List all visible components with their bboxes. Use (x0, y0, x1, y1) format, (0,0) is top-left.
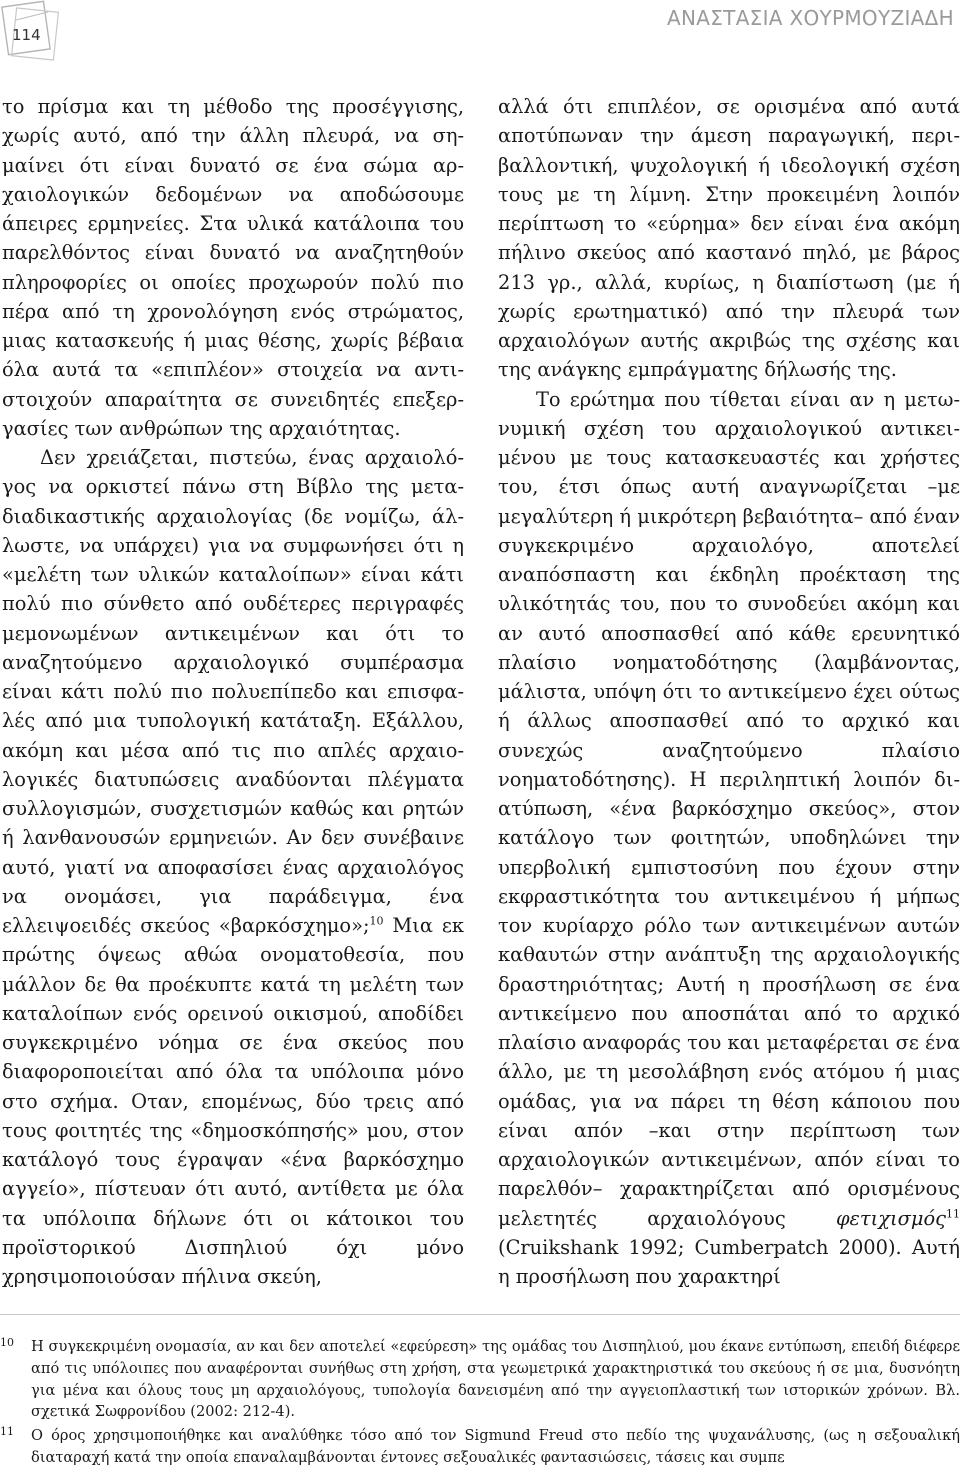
footnote-text-10: Η συγκεκριμένη ονομασία, αν και δεν αποτελεί «εφεύρεση» της ομάδας του Δισπηλιού, μου έκανε εντύπωση, επειδή διέφερε από τις υπόλοιπες που αναφέρονται συνήθως στη χρήση, στα γεωμετρικά χαρακτηριστικά του σκεύους ή σε μια, δυσνόητη για μένα και όλους τους μη αρχαιολόγους, τυπολογία δανεισμένη από την αγγειοπλαστική των ιστορικών χρόνων. Βλ. σχετικά Σωφρονίδου (2002: 212-4). (31, 1338, 960, 1421)
italic-term-fetishism: φετιχισμός (835, 1206, 946, 1230)
left-paragraph-1: το πρίσμα και τη μέθοδο της προσέγγισης, χωρίς αυτό, από την άλλη πλευρά, να σημαίνει ότι είναι δυνατό σε ένα σώμα αρχαιολογικών δεδομένων να αποδώσουμε άπειρες ερμηνείες. Στα υλικά κατάλοιπα του παρελθόντος είναι δυνατό να αναζητηθούν πληροφορίες οι οποίες προχωρούν πολύ πιο πέρα από τη χρονολόγηση ενός στρώματος, μιας κατασκευής ή μιας θέσης, χωρίς βέβαια όλα αυτά τα «επιπλέον» στοιχεία να αντιστοιχούν απαραίτητα σε συνειδητές επεξεργασίες των ανθρώπων της αρχαιότητας. (2, 95, 464, 440)
footnote-mark-11: 11 (0, 1425, 14, 1439)
page-number: 114 (12, 26, 41, 44)
footnote-ref-11[interactable]: 11 (946, 1207, 960, 1221)
left-paragraph-2 (2, 443, 464, 1291)
right-paragraph-2-text: Το ερώτημα που τίθεται είναι αν η μετωνυμική σχέση του αρχαιολογικού αντικειμένου με τους κατασκευαστές και χρήστες του, έτσι όπως αυτή αναγνωρίζεται –με μεγαλύτερη ή μικρότερη βεβαιότητα– από έναν συγκεκριμένο αρχαιολόγο, αποτελεί αναπόσπαστη και έκδηλη προέκταση της υλικότητάς του, που το συνοδεύει ακόμη και αν αυτό αποσπασθεί από κάθε ερευνητικό πλαίσιο νοηματοδότησης (λαμβάνοντας, μάλιστα, υπόψη ότι το αντικείμενο έχει ούτως ή άλλως αποσπασθεί από το αρχικό και συνεχώς αναζητούμενο πλαίσιο νοηματοδότησης). Η περιληπτική λοιπόν διατύπωση, «ένα βαρκόσχημο σκεύος», στον κατάλογο των φοιτητών, υποδηλώνει την υπερβολική εμπιστοσύνη που έχουν στην εκφραστικότητα του αντικειμένου ή μήπως τον κυρίαρχο ρόλο των αντικειμένων αυτών καθαυτών στην ανάπτυξη της αρχαιολογικής δραστηριότητας; Αυτή η προσήλωση σε ένα αντικείμενο που αποσπάται από το αρχικό πλαίσιο αναφοράς του και μεταφέρεται σε ένα άλλο, με τη μεσολάβηση ενός ατόμου ή μιας ομάδας, για να πάρει τη θέση κάποιου που είναι απόν –και στην περίπτωση των αρχαιολογικών αντικειμένων, απόν είναι το παρελθόν– χαρακτηρίζεται από ορισμένους μελετητές αρχαιολόγους (498, 387, 960, 1230)
footnote-divider (0, 1314, 960, 1315)
footnote-11 (0, 1425, 960, 1469)
right-paragraph-2-continued: (Cruikshank 1992; Cumberpatch 2000). Αυτή η προσήλωση που χαρακτηρί (498, 1235, 960, 1288)
left-paragraph-2-text: Δεν χρειάζεται, πιστεύω, ένας αρχαιολόγος να ορκιστεί πάνω στη Βίβλο της μεταδιαδικαστικής αρχαιολογίας (δε νομίζω, άλλωστε, να υπάρχει) για να συμφωνήσει ότι η «μελέτη των υλικών καταλοίπων» είναι κάτι πολύ πιο σύνθετο από ουδέτερες περιγραφές μεμονωμένων αντικειμένων και ότι το αναζητούμενο αρχαιολογικό συμπέρασμα είναι κάτι πολύ πιο πολυεπίπεδο και επισφαλές από μια τυπολογική κατάταξη. Εξάλλου, ακόμη και μέσα από τις πιο απλές αρχαιολογικές διατυπώσεις αναδύονται πλέγματα συλλογισμών, συσχετισμών καθώς και ρητών ή λανθανουσών ερμηνειών. Αν δεν συνέβαινε αυτό, γιατί να αποφασίσει ένας αρχαιολόγος να ονομάσει, για παράδειγμα, ένα ελλειψοειδές σκεύος «βαρκόσχημο»; (2, 446, 464, 937)
footnote-10 (0, 1336, 960, 1423)
right-paragraph-2 (498, 385, 960, 1292)
footnote-mark-10: 10 (0, 1336, 14, 1349)
footnotes-section (0, 1336, 960, 1469)
footnote-text-11: Ο όρος χρησιμοποιήθηκε και αναλύθηκε τόσο από τον Sigmund Freud στο πεδίο της ψυχανάλυσης, (ως η σεξουαλική διαταραχή κατά την οποία επαναλαμβάνονται έντονες σεξουαλικές φαντασιώσεις, τάσεις και συμπε (31, 1427, 960, 1466)
right-column (498, 92, 960, 1291)
footnote-ref-10[interactable]: 10 (369, 914, 384, 928)
page-number-badge (0, 0, 62, 70)
right-paragraph-1: αλλά ότι επιπλέον, σε ορισμένα από αυτά αποτύπωναν την άμεση παραγωγική, περιβαλλοντική, ψυχολογική ή ιδεολογική σχέση τους με τη λίμνη. Στην προκειμένη λοιπόν περίπτωση το «εύρημα» δεν είναι ένα ακόμη πήλινο σκεύος από καστανό πηλό, με βάρος 213 γρ., αλλά, κυρίως, η διαπίστωση (με ή χωρίς ερωτηματικό) από την πλευρά των αρχαιολόγων αυτής ακριβώς της σχέσης και της ανάγκης εμπράγματης δήλωσής της. (498, 95, 960, 382)
running-head-author: ΑΝΑΣΤΑΣΙΑ ΧΟΥΡΜΟΥΖΙΑΔΗ (667, 6, 954, 30)
left-column (2, 92, 464, 1291)
left-paragraph-2-continued: Μια εκ πρώτης όψεως αθώα ονοματοθεσία, που μάλλον δε θα προέκυπτε κατά τη μελέτη των καταλοίπων ενός ορεινού οικισμού, αποδίδει συγκεκριμένο νόημα σε ένα σκεύος που διαφοροποιείται από όλα τα υπόλοιπα μόνο στο σχήμα. Οταν, επομένως, δύο τρεις από τους φοιτητές της «δημοσκόπησής» μου, στον κατάλογό τους έγραψαν «ένα βαρκόσχημο αγγείο», πίστευαν ότι αυτό, αντίθετα με όλα τα υπόλοιπα δήλωνε ότι οι κάτοικοι του προϊστορικού Δισπηλιού όχι μόνο χρησιμοποιούσαν πήλινα σκεύη, (2, 914, 464, 1288)
